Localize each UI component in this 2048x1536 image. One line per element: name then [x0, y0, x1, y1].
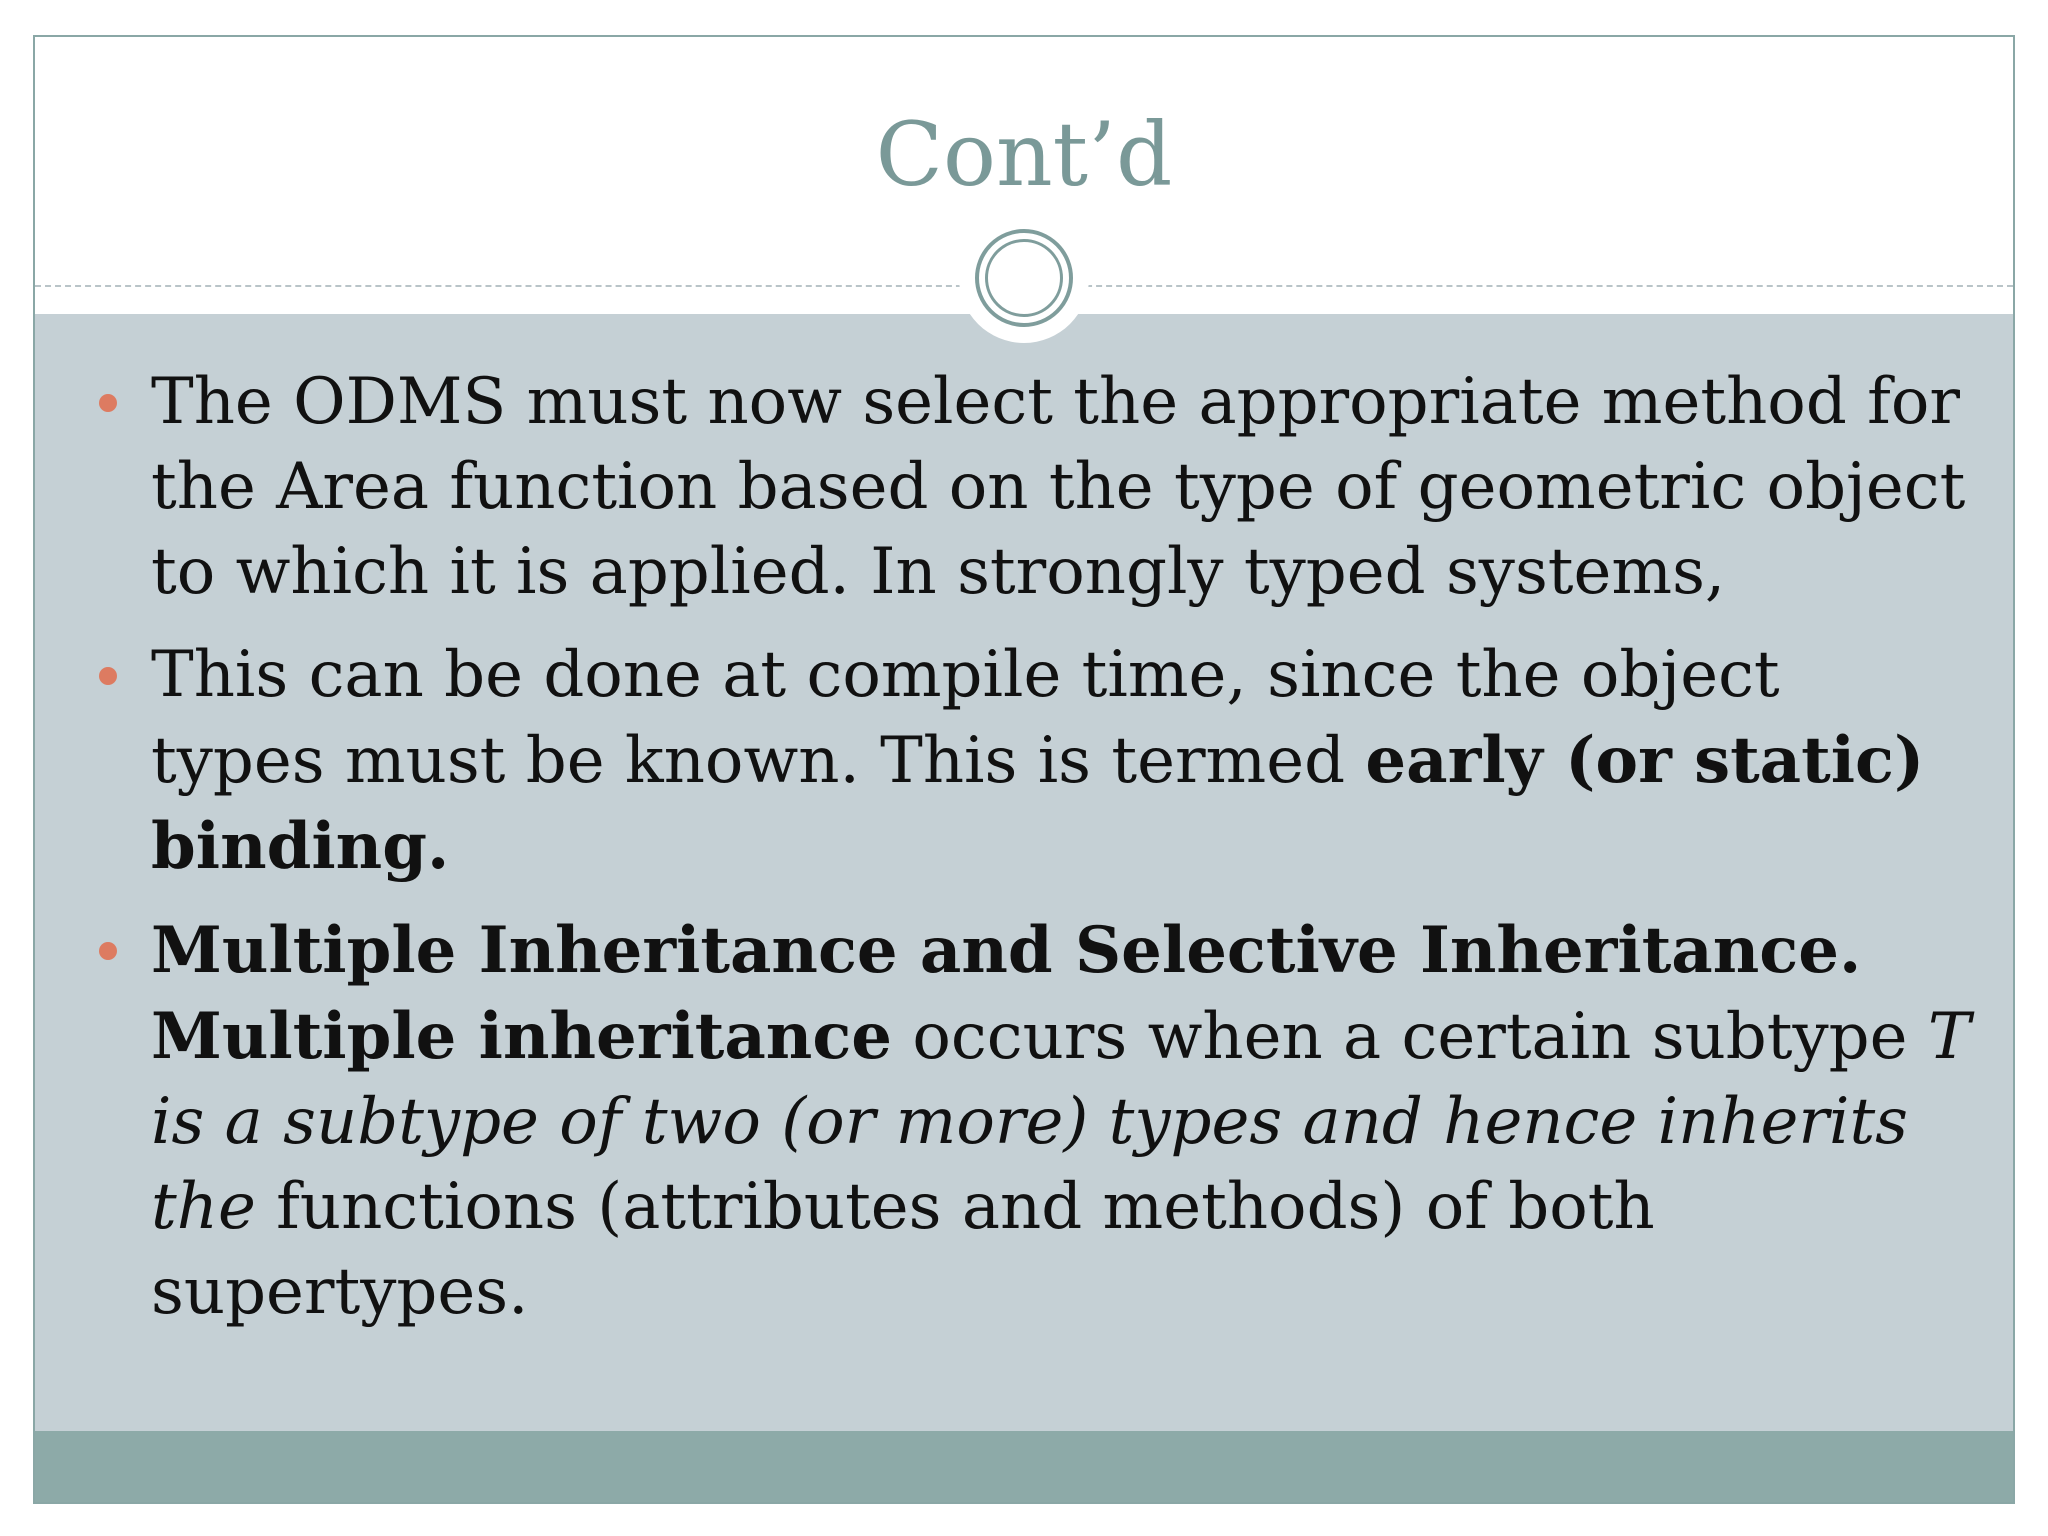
bullet-text: functions (attributes and methods) of both supertypes.: [151, 1170, 1655, 1329]
bold-term: early (or static) binding.: [151, 723, 1925, 884]
round-bullet-icon: [99, 942, 117, 960]
inner-ring-icon: [985, 239, 1063, 317]
bullet-text: This can be done at compile time, since the object types must be known. This is termed: [151, 638, 1780, 798]
bold-term: Multiple inheritance: [151, 999, 892, 1074]
bullet-text: The ODMS must now select the appropriate method for the Area function based on the type of geometric object to which it is applied. In strongly typed systems,: [151, 365, 1966, 609]
footer-band: [35, 1431, 2013, 1502]
bullet-item: [35, 908, 2013, 1335]
round-bullet-icon: [99, 667, 117, 685]
bullet-list: [35, 360, 2013, 1353]
bullet-item: [35, 360, 2013, 615]
italic-text: T is a subtype of two (or more) types and hence inherits the: [151, 1000, 1971, 1244]
slide-title: Cont’d: [875, 103, 1173, 206]
round-bullet-icon: [99, 394, 117, 412]
bullet-text: occurs when a certain subtype: [892, 1000, 1928, 1074]
bullet-item: [35, 633, 2013, 890]
slide: [33, 35, 2015, 1504]
bullet-heading: Multiple Inheritance and Selective Inheritance.: [151, 913, 1862, 988]
